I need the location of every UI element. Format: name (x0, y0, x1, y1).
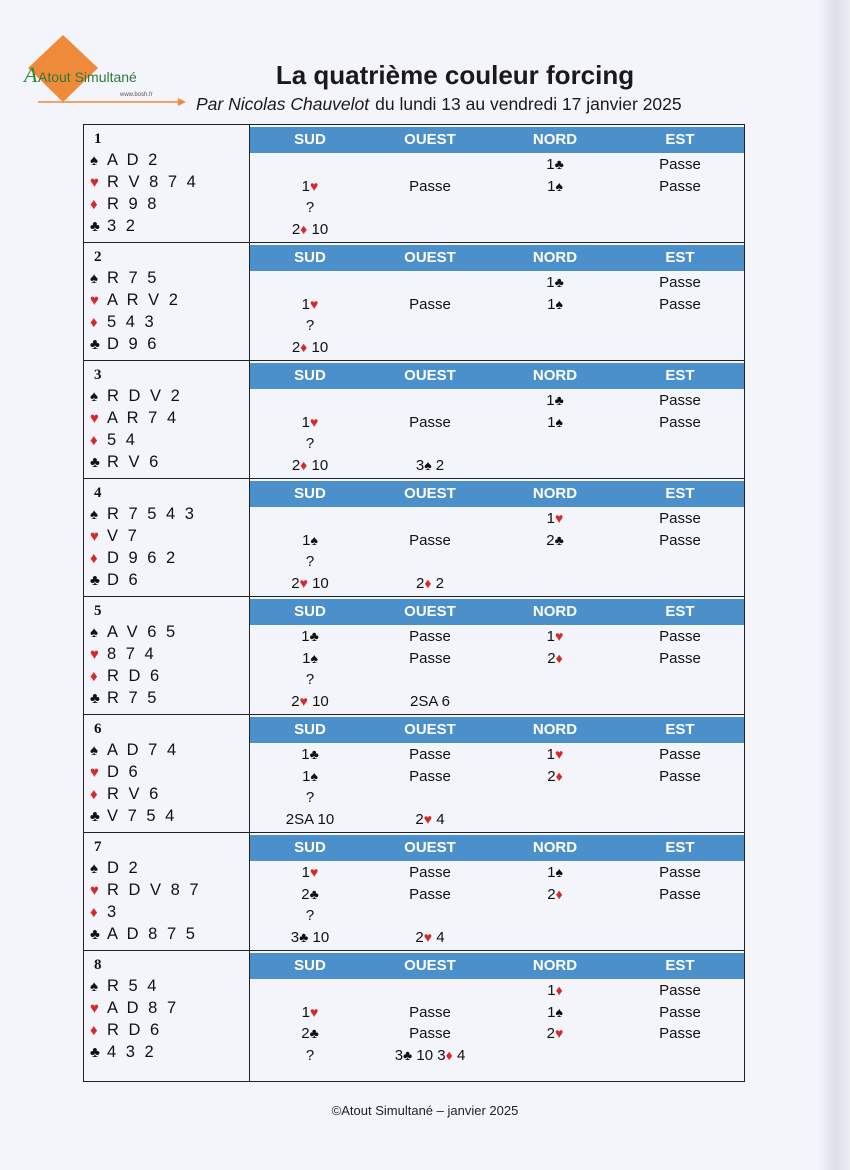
holding-diamonds (90, 667, 162, 686)
page-title: La quatrième couleur forcing (275, 60, 635, 90)
column-ouest: OUEST (404, 839, 456, 856)
bidding-area (250, 597, 744, 714)
hearts-cards: V 7 (107, 527, 140, 545)
bid: 2♥ 4 (415, 810, 445, 828)
holding-spades (90, 623, 178, 642)
bid: 1♠ (302, 649, 318, 667)
bid: Passe (409, 767, 451, 785)
column-nord: NORD (532, 131, 578, 148)
spades-cards: R 7 5 (107, 269, 159, 287)
clubs-cards: A D 8 7 5 (107, 925, 198, 943)
svg-text:A: A (24, 62, 38, 87)
bid: Passe (409, 531, 451, 549)
bid: Passe (659, 274, 701, 291)
hearts-cards: D 6 (107, 763, 141, 781)
hearts-cards: 8 7 4 (107, 645, 157, 663)
svg-text:Atout Simultané: Atout Simultané (38, 69, 137, 85)
bid: 2♣ (301, 1025, 319, 1042)
diamonds-icon: ♦ (90, 668, 98, 685)
suit-icon: ♥ (310, 413, 319, 430)
suit-icon: ♥ (299, 692, 308, 709)
holding-diamonds (90, 313, 156, 332)
deal-8 (84, 951, 744, 1082)
bid: Passe (659, 1003, 701, 1021)
diamonds-icon: ♦ (90, 196, 98, 213)
column-nord: NORD (532, 957, 578, 974)
bid: 2♦ (547, 767, 563, 785)
bidding-area (250, 951, 744, 1081)
suit-icon: ♦ (555, 982, 563, 998)
bidding-area (250, 833, 744, 950)
holding-diamonds (90, 903, 119, 922)
bid: 2♣ (301, 885, 319, 903)
suit-icon: ♣ (554, 274, 564, 290)
bid: 1♥ (301, 413, 319, 431)
holding-diamonds (90, 1021, 162, 1040)
bid: Passe (659, 531, 701, 549)
suit-icon: ♠ (555, 177, 563, 194)
bid: 1♠ (547, 295, 563, 313)
clubs-cards: R V 6 (107, 453, 161, 471)
holding-diamonds (90, 549, 178, 568)
deals-sheet (83, 124, 745, 1082)
deal-number: 3 (94, 367, 102, 383)
bid: Passe (659, 392, 701, 409)
bidding-area (250, 715, 744, 832)
spades-icon: ♠ (90, 506, 98, 523)
suit-icon: ♥ (310, 1003, 319, 1020)
bid: Passe (659, 746, 701, 763)
column-ouest: OUEST (404, 957, 456, 974)
holding-hearts (90, 645, 156, 664)
holding-hearts (90, 763, 140, 782)
bid: 1♥ (546, 746, 564, 763)
column-sud: SUD (294, 957, 326, 974)
holding-diamonds (90, 785, 161, 804)
suit-icon: ♠ (555, 295, 563, 312)
subtitle (196, 94, 682, 115)
hand-panel (84, 243, 250, 360)
suit-icon: ♥ (310, 295, 319, 312)
diamonds-icon: ♦ (90, 314, 98, 331)
hand-panel (84, 361, 250, 478)
column-sud: SUD (294, 367, 326, 384)
suit-icon: ♠ (310, 649, 318, 666)
clubs-icon: ♣ (90, 572, 100, 589)
suit-icon: ♠ (555, 413, 563, 430)
suit-icon: ♠ (310, 767, 318, 784)
diamonds-cards: 3 (107, 903, 119, 921)
bid: Passe (409, 628, 451, 645)
hearts-icon: ♥ (90, 292, 99, 309)
diamonds-icon: ♦ (90, 904, 98, 921)
hearts-cards: R D V 8 7 (107, 881, 202, 899)
holding-spades (90, 387, 182, 406)
holding-spades (90, 859, 140, 878)
diamonds-icon: ♦ (90, 432, 98, 449)
deal-5 (84, 597, 744, 715)
suit-icon: ♠ (555, 864, 563, 880)
suit-icon: ♥ (423, 928, 433, 945)
column-sud: SUD (294, 721, 326, 738)
column-est: EST (665, 957, 695, 974)
bid: ? (305, 1046, 315, 1064)
suit-icon: ♣ (309, 1025, 319, 1041)
spades-icon: ♠ (90, 860, 98, 877)
suit-icon: ♣ (554, 156, 564, 172)
hearts-icon: ♥ (90, 1000, 99, 1017)
suit-icon: ♣ (299, 928, 309, 945)
column-est: EST (665, 485, 695, 502)
deal-number: 4 (94, 485, 102, 501)
holding-clubs (90, 335, 159, 354)
spades-cards: R D V 2 (107, 387, 183, 405)
bid: Passe (409, 1003, 451, 1021)
holding-hearts (90, 527, 139, 546)
column-ouest: OUEST (404, 721, 456, 738)
bid: 2♣ (546, 531, 564, 549)
diamonds-icon: ♦ (90, 1022, 98, 1039)
hearts-cards: A R 7 4 (107, 409, 179, 427)
bid: Passe (409, 864, 451, 881)
column-ouest: OUEST (404, 603, 456, 620)
bidding-area (250, 243, 744, 360)
diamonds-cards: R V 6 (107, 785, 161, 803)
spades-icon: ♠ (90, 388, 98, 405)
bidding-header (250, 127, 744, 153)
bidding-header (250, 717, 744, 743)
bid: Passe (409, 746, 451, 763)
spades-cards: A D 2 (107, 151, 160, 169)
clubs-cards: 3 2 (107, 217, 138, 235)
bid: 1♠ (547, 864, 563, 881)
bid: 3♠ 2 (415, 456, 445, 474)
column-ouest: OUEST (404, 367, 456, 384)
hearts-icon: ♥ (90, 646, 99, 663)
bid: 3♣ 10 (290, 928, 330, 946)
holding-hearts (90, 291, 180, 310)
holding-clubs (90, 1043, 156, 1062)
column-nord: NORD (532, 485, 578, 502)
deal-7 (84, 833, 744, 951)
bid: 2♦ 2 (415, 574, 445, 592)
bid: 2♦ 10 (291, 338, 329, 356)
bidding-header (250, 835, 744, 861)
bid: 2♦ 10 (291, 456, 329, 474)
column-est: EST (665, 131, 695, 148)
holding-spades (90, 741, 179, 760)
diamonds-cards: R D 6 (107, 1021, 162, 1039)
clubs-icon: ♣ (90, 336, 100, 353)
bid: Passe (659, 767, 701, 785)
diamonds-cards: 5 4 (107, 431, 138, 449)
bid: Passe (659, 1025, 701, 1042)
bid: 1♠ (302, 531, 318, 549)
bid: 1♣ (301, 628, 319, 645)
bid: 2♦ (547, 885, 563, 903)
bid: Passe (659, 649, 701, 667)
hand-panel (84, 479, 250, 596)
clubs-icon: ♣ (90, 690, 100, 707)
bid: 1♥ (301, 295, 319, 313)
hearts-icon: ♥ (90, 174, 99, 191)
suit-icon: ♦ (555, 767, 563, 784)
bid: Passe (659, 295, 701, 313)
spades-cards: R 5 4 (107, 977, 159, 995)
bid: ? (305, 553, 315, 570)
bid: 1♥ (301, 864, 319, 881)
hearts-icon: ♥ (90, 410, 99, 427)
deal-6 (84, 715, 744, 833)
bid: Passe (409, 649, 451, 667)
suit-icon: ♥ (423, 810, 433, 827)
column-sud: SUD (294, 249, 326, 266)
column-sud: SUD (294, 839, 326, 856)
column-ouest: OUEST (404, 485, 456, 502)
bidding-header (250, 245, 744, 271)
spades-icon: ♠ (90, 978, 98, 995)
bid: Passe (659, 177, 701, 195)
column-nord: NORD (532, 839, 578, 856)
diamonds-icon: ♦ (90, 550, 98, 567)
suit-icon: ♥ (555, 746, 564, 762)
suit-icon: ♦ (445, 1046, 453, 1063)
deal-number: 6 (94, 721, 102, 737)
hearts-cards: A R V 2 (107, 291, 181, 309)
holding-spades (90, 977, 159, 996)
bid: 1♣ (301, 746, 319, 763)
holding-hearts (90, 173, 198, 192)
column-nord: NORD (532, 603, 578, 620)
bid: 1♥ (301, 1003, 319, 1021)
bid: 2♦ (547, 649, 563, 667)
deal-number: 5 (94, 603, 102, 619)
clubs-cards: D 6 (107, 571, 141, 589)
diamonds-cards: D 9 6 2 (107, 549, 178, 567)
spades-icon: ♠ (90, 742, 98, 759)
diamonds-cards: R D 6 (107, 667, 162, 685)
hand-panel (84, 833, 250, 950)
holding-hearts (90, 409, 179, 428)
diamonds-icon: ♦ (90, 786, 98, 803)
suit-icon: ♣ (403, 1046, 413, 1063)
bid: Passe (409, 1025, 451, 1042)
bid: Passe (659, 413, 701, 431)
hearts-icon: ♥ (90, 882, 99, 899)
spades-icon: ♠ (90, 152, 98, 169)
suit-icon: ♥ (310, 864, 319, 880)
clubs-cards: 4 3 2 (107, 1043, 157, 1061)
clubs-icon: ♣ (90, 218, 100, 235)
column-est: EST (665, 367, 695, 384)
bid: 1♣ (546, 274, 564, 291)
bidding-header (250, 599, 744, 625)
suit-icon: ♥ (299, 574, 308, 591)
holding-spades (90, 505, 196, 524)
holding-diamonds (90, 431, 137, 450)
deal-number: 2 (94, 249, 102, 265)
bid: 1♣ (546, 156, 564, 173)
column-sud: SUD (294, 603, 326, 620)
bid: Passe (659, 982, 701, 999)
bid: ? (305, 317, 315, 334)
bid: 1♥ (301, 177, 319, 195)
suit-icon: ♣ (309, 628, 319, 644)
hand-panel (84, 125, 250, 242)
hearts-cards: R V 8 7 4 (107, 173, 199, 191)
column-nord: NORD (532, 721, 578, 738)
deal-number: 1 (94, 131, 102, 147)
bid: 1♠ (547, 413, 563, 431)
bid: 1♣ (546, 392, 564, 409)
bid: ? (305, 671, 315, 688)
deal-number: 8 (94, 957, 102, 973)
bid: Passe (409, 413, 451, 431)
page-edge-shadow (818, 0, 850, 1170)
bidding-header (250, 481, 744, 507)
bid: Passe (659, 885, 701, 903)
bid: 1♦ (547, 982, 563, 999)
holding-clubs (90, 689, 159, 708)
bidding-header (250, 953, 744, 979)
spades-cards: A V 6 5 (107, 623, 178, 641)
column-nord: NORD (532, 367, 578, 384)
clubs-icon: ♣ (90, 808, 100, 825)
bid: Passe (659, 628, 701, 645)
diamonds-cards: 5 4 3 (107, 313, 157, 331)
suit-icon: ♦ (424, 574, 432, 591)
suit-icon: ♦ (555, 649, 563, 666)
spades-cards: D 2 (107, 859, 141, 877)
svg-text:www.bosh.fr: www.bosh.fr (120, 92, 153, 98)
clubs-cards: V 7 5 4 (107, 807, 177, 825)
holding-clubs (90, 571, 140, 590)
bid: 1♠ (302, 767, 318, 785)
suit-icon: ♠ (555, 1003, 563, 1020)
hearts-icon: ♥ (90, 764, 99, 781)
suit-icon: ♣ (554, 531, 564, 548)
suit-icon: ♣ (309, 746, 319, 762)
bid: 2SA 10 (285, 810, 335, 828)
bidding-header (250, 363, 744, 389)
holding-spades (90, 151, 160, 170)
clubs-icon: ♣ (90, 926, 100, 943)
suit-icon: ♣ (554, 392, 564, 408)
hearts-icon: ♥ (90, 528, 99, 545)
bid: ? (305, 907, 315, 924)
holding-hearts (90, 999, 179, 1018)
spades-icon: ♠ (90, 624, 98, 641)
bid: 2♥ 10 (291, 574, 329, 592)
deal-1 (84, 125, 744, 243)
column-sud: SUD (294, 485, 326, 502)
suit-icon: ♦ (300, 456, 308, 473)
spades-cards: R 7 5 4 3 (107, 505, 197, 523)
holding-spades (90, 269, 159, 288)
suit-icon: ♦ (555, 885, 563, 902)
hand-panel (84, 951, 250, 1081)
holding-diamonds (90, 195, 159, 214)
deal-4 (84, 479, 744, 597)
column-ouest: OUEST (404, 131, 456, 148)
holding-clubs (90, 925, 197, 944)
suit-icon: ♦ (300, 220, 308, 237)
bidding-area (250, 479, 744, 596)
suit-icon: ♥ (310, 177, 319, 194)
bid: 1♠ (547, 1003, 563, 1021)
bid: ? (305, 435, 315, 452)
bid: 1♥ (546, 510, 564, 527)
holding-clubs (90, 807, 177, 826)
hearts-cards: A D 8 7 (107, 999, 179, 1017)
clubs-cards: D 9 6 (107, 335, 159, 353)
suit-icon: ♥ (555, 1025, 564, 1041)
column-nord: NORD (532, 249, 578, 266)
bid: Passe (409, 885, 451, 903)
bid: ? (305, 199, 315, 216)
deal-number: 7 (94, 839, 102, 855)
suit-icon: ♥ (555, 628, 564, 644)
date-range: du lundi 13 au vendredi 17 janvier 2025 (375, 94, 682, 114)
copyright-footer: ©Atout Simultané – janvier 2025 (331, 1103, 519, 1118)
holding-clubs (90, 217, 137, 236)
bid: 2SA 6 (409, 692, 451, 710)
bid: Passe (409, 177, 451, 195)
column-est: EST (665, 839, 695, 856)
bid: Passe (409, 295, 451, 313)
bid: ? (305, 789, 315, 806)
clubs-icon: ♣ (90, 1044, 100, 1061)
suit-icon: ♣ (309, 885, 319, 902)
bid: 2♥ (546, 1025, 564, 1042)
suit-icon: ♥ (555, 510, 564, 526)
suit-icon: ♠ (424, 456, 432, 473)
bid: 1♠ (547, 177, 563, 195)
column-sud: SUD (294, 131, 326, 148)
bid: 2♦ 10 (291, 220, 329, 238)
hand-panel (84, 597, 250, 714)
suit-icon: ♠ (310, 531, 318, 548)
diamonds-cards: R 9 8 (107, 195, 159, 213)
bid: 1♥ (546, 628, 564, 645)
column-ouest: OUEST (404, 249, 456, 266)
hand-panel (84, 715, 250, 832)
bid: 2♥ 10 (291, 692, 329, 710)
clubs-icon: ♣ (90, 454, 100, 471)
column-est: EST (665, 603, 695, 620)
holding-hearts (90, 881, 201, 900)
spades-icon: ♠ (90, 270, 98, 287)
bidding-area (250, 125, 744, 242)
bidding-area (250, 361, 744, 478)
spades-cards: A D 7 4 (107, 741, 179, 759)
column-est: EST (665, 721, 695, 738)
bid: 3♣ 10 3♦ 4 (394, 1046, 466, 1064)
bid: 2♥ 4 (415, 928, 445, 946)
bid: Passe (659, 864, 701, 881)
clubs-cards: R 7 5 (107, 689, 159, 707)
author: Par Nicolas Chauvelot (196, 94, 370, 114)
column-est: EST (665, 249, 695, 266)
bid: Passe (659, 156, 701, 173)
bid: Passe (659, 510, 701, 527)
deal-3 (84, 361, 744, 479)
suit-icon: ♦ (300, 338, 308, 355)
deal-2 (84, 243, 744, 361)
holding-clubs (90, 453, 161, 472)
